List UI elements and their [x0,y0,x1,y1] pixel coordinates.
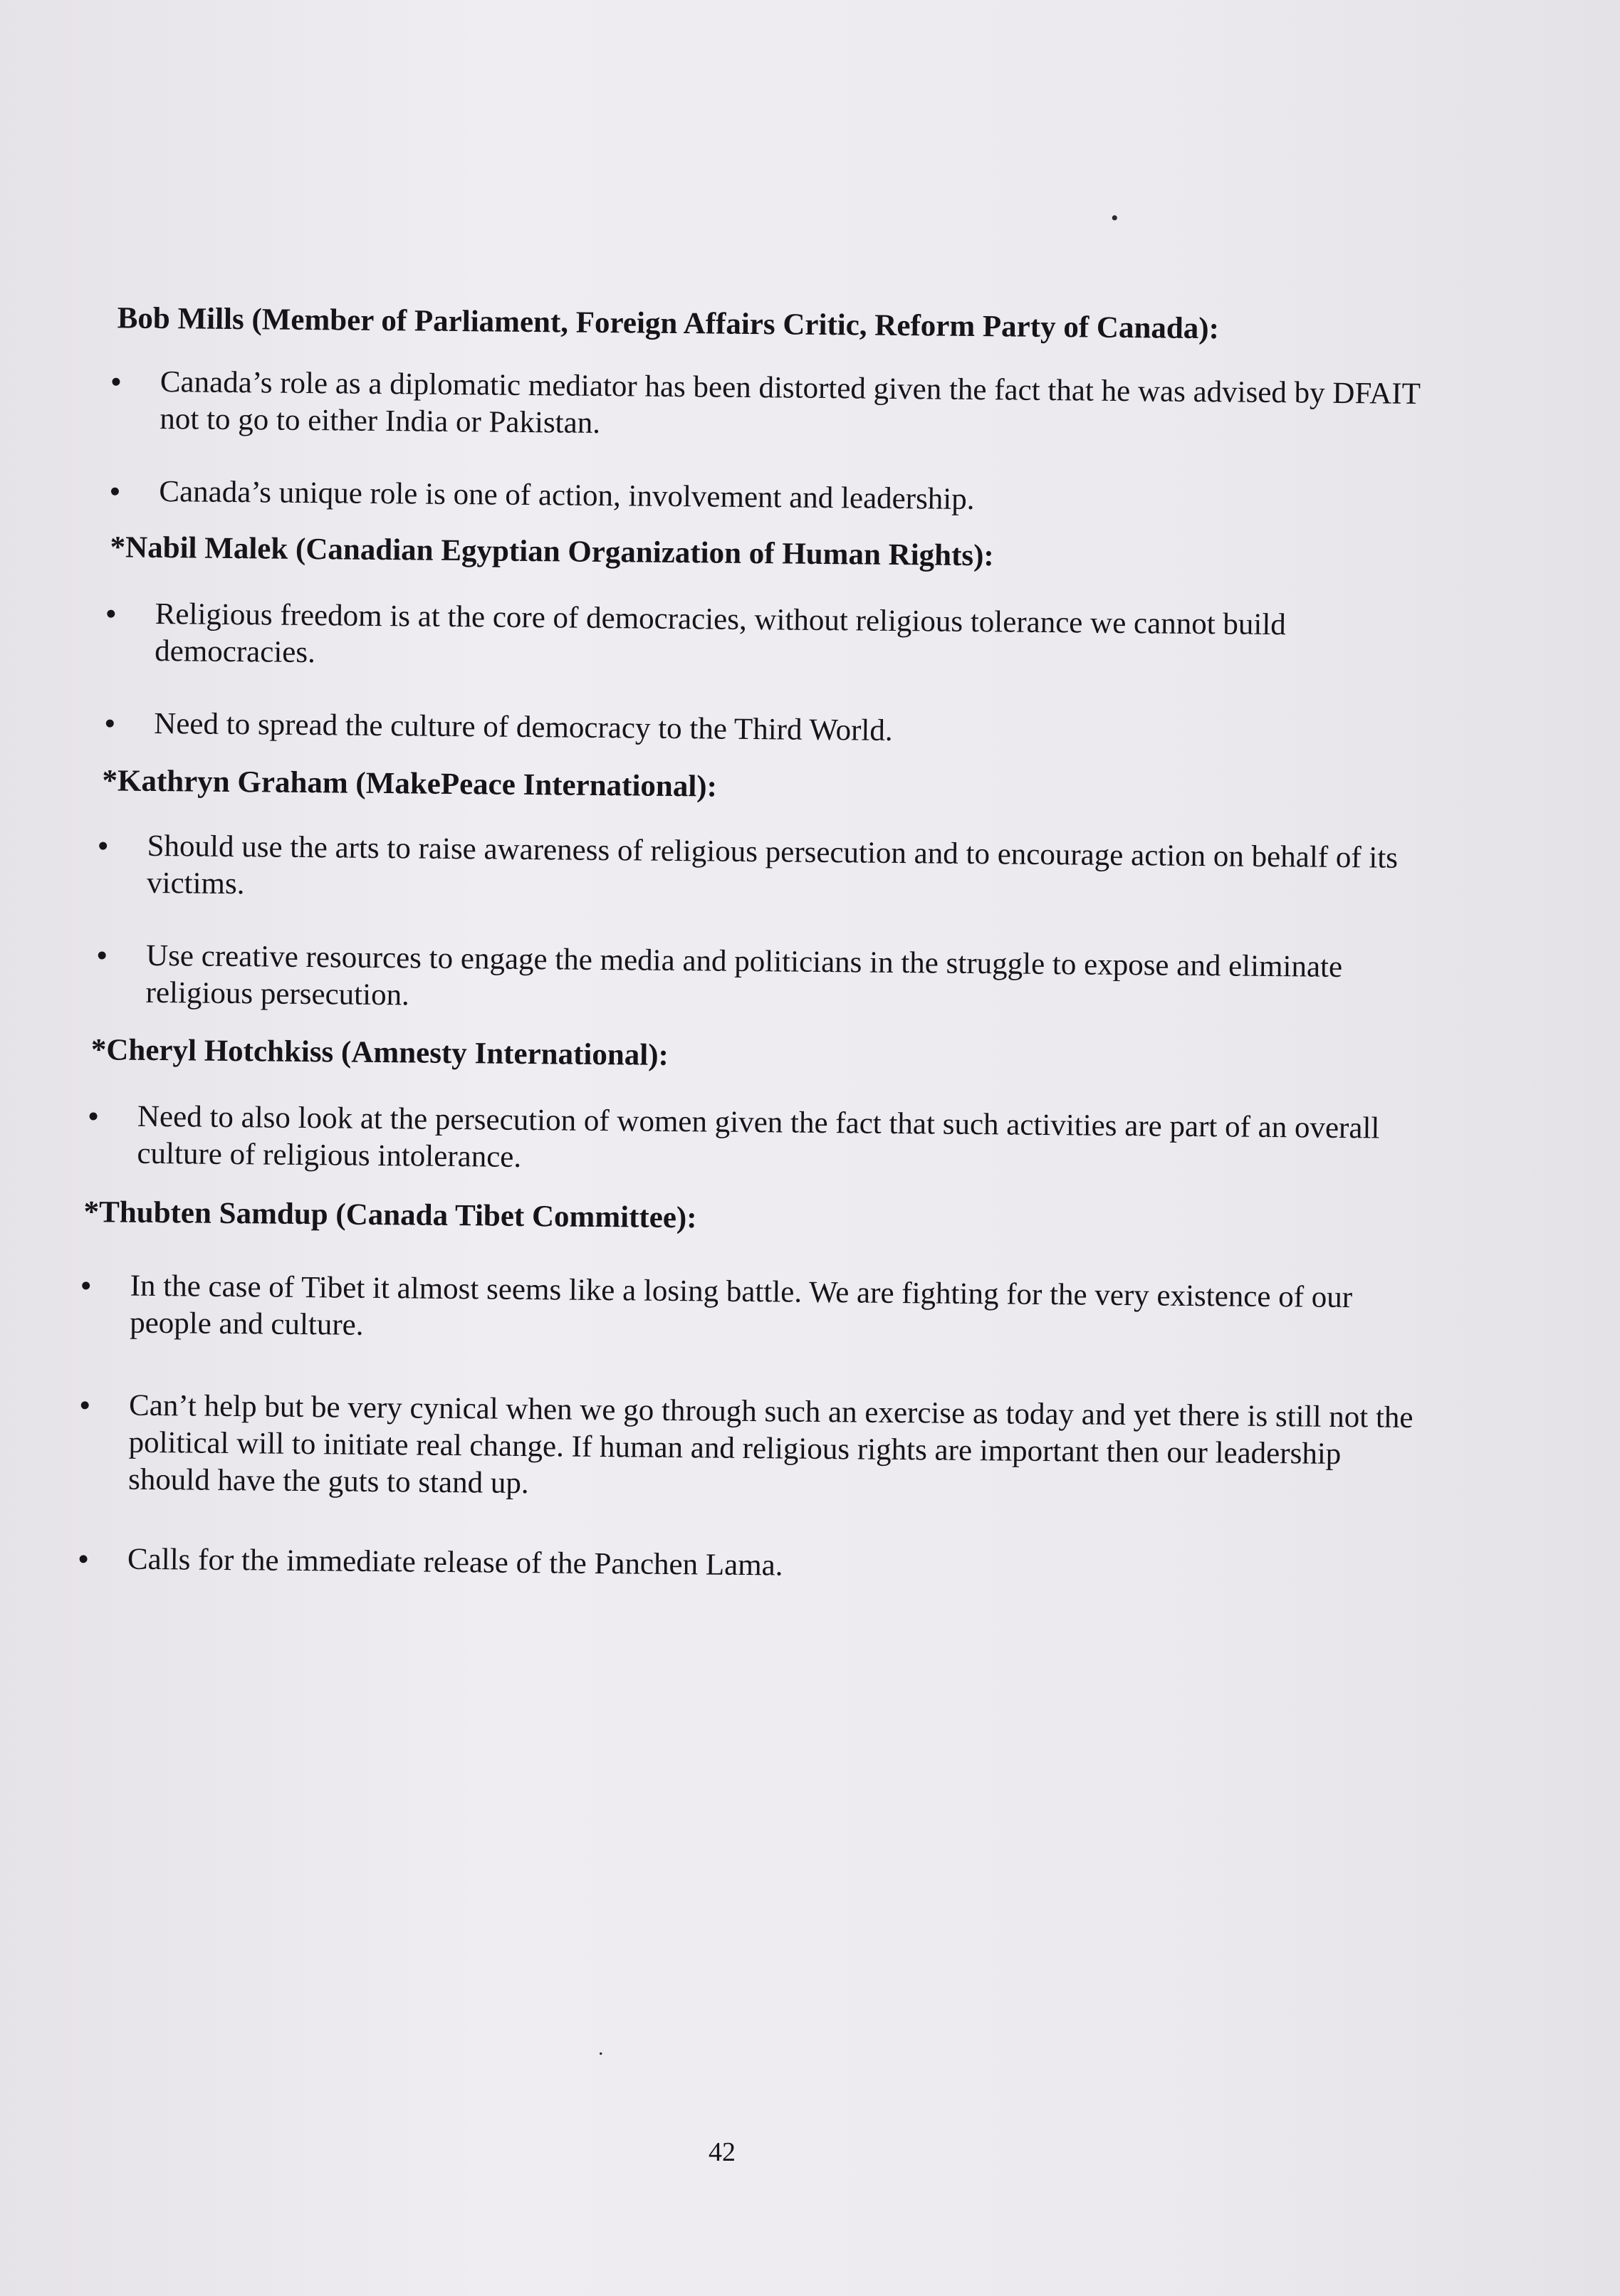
speaker-section [83,299,1424,523]
document-body [73,299,1424,1590]
bullet-text: Calls for the immediate release of the Panchen Lama. [127,1542,783,1583]
bullet-text: Need to spread the culture of democracy to the Third World. [154,706,893,748]
speaker-heading: *Cheryl Hotchkiss (Amnesty International): [90,1033,669,1072]
list-item [83,1098,1416,1185]
list-item [100,595,1421,682]
list-item [74,1387,1413,1511]
speaker-section [77,1031,1417,1185]
scan-speck: . [598,2036,604,2060]
list-item [91,937,1418,1024]
bullet-icon: • [97,827,109,864]
speaker-heading: Bob Mills (Member of Parliament, Foreign Affairs Critic, Reform Party of Canada): [117,301,1220,346]
list-item [93,827,1419,914]
bullet-icon: • [110,363,122,400]
list-item [105,363,1423,450]
scan-speck: • [1111,206,1119,230]
bullet-text: Canada’s unique role is one of action, involvement and leadership. [159,475,975,516]
list-item [100,705,1420,755]
speaker-section [78,762,1419,1024]
speaker-heading: *Kathryn Graham (MakePeace International): [102,764,718,804]
speaker-section [73,1193,1416,1590]
bullet-icon: • [78,1386,91,1424]
bullet-text: Canada’s role as a diplomatic mediator has been distorted given the fact that he was advised by DFAIT not to go to either India or Pakistan. [160,365,1421,440]
bullet-text: Can’t help but be very cynical when we go through such an exercise as today and yet there is still not the political will to initiate real change. If human and religious rights are important then our leadership should have the guts to stand up. [127,1388,1413,1501]
bullet-icon: • [77,1540,90,1578]
bullet-text: Religious freedom is at the core of democracies, without religious tolerance we cannot build democracies. [155,597,1287,670]
bullet-icon: • [109,473,121,510]
bullet-list [73,1267,1415,1590]
bullet-list [81,595,1421,755]
speaker-heading: *Nabil Malek (Canadian Egyptian Organization of Human Rights): [110,530,994,573]
bullet-text: Use creative resources to engage the media and politicians in the struggle to expose and eliminate religious persecution. [145,938,1343,1012]
bullet-icon: • [105,595,117,632]
list-item [75,1267,1415,1354]
bullet-icon: • [87,1098,100,1135]
bullet-icon: • [80,1267,93,1304]
bullet-text: Need to also look at the persecution of women given the fact that such activities are part of an overall culture of religious intolerance. [137,1099,1380,1174]
bullet-list [83,363,1423,523]
bullet-text: Should use the arts to raise awareness of religious persecution and to encourage action on behalf of its victims. [146,829,1399,901]
bullet-list [77,1098,1416,1185]
bullet-icon: • [95,937,108,974]
speaker-section [81,528,1422,755]
speaker-heading: *Thubten Samdup (Canada Tibet Committee): [83,1195,697,1235]
bullet-icon: • [104,705,116,742]
list-item [105,473,1422,523]
page-number: 42 [709,2137,736,2167]
bullet-text: In the case of Tibet it almost seems like a losing battle. We are fighting for the very existence of our people and culture. [129,1269,1353,1342]
bullet-list [78,827,1418,1024]
